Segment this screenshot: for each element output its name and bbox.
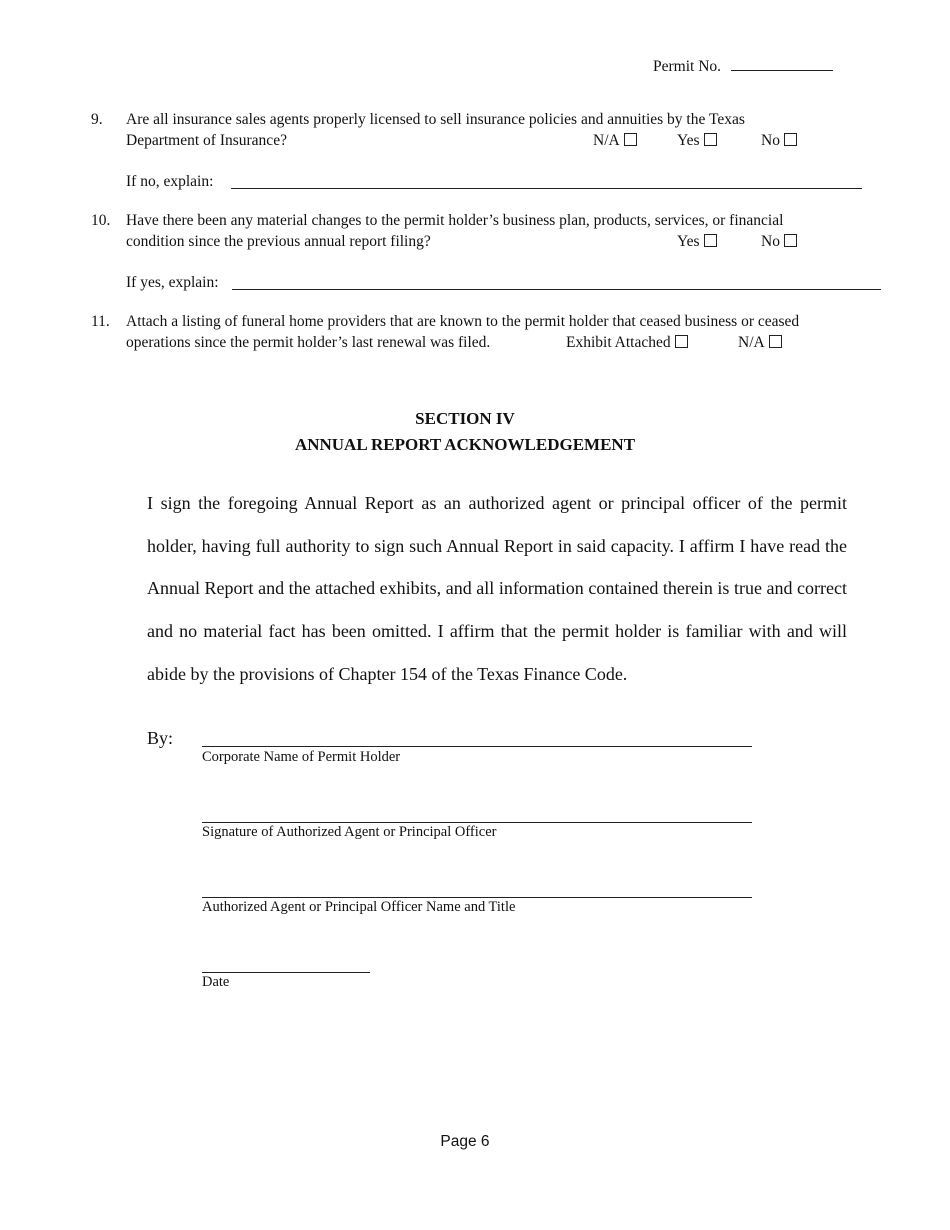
permit-number-row bbox=[653, 56, 833, 77]
corporate-name-line[interactable] bbox=[202, 746, 752, 747]
option-label: Yes bbox=[677, 132, 700, 149]
checkbox[interactable] bbox=[769, 335, 782, 348]
date-caption: Date bbox=[202, 974, 230, 990]
checkbox[interactable] bbox=[784, 133, 797, 146]
option-label: Yes bbox=[677, 233, 700, 250]
option-label: N/A bbox=[593, 132, 620, 149]
question-11-text-line1: Attach a listing of funeral home providers that are known to the permit holder that ceased business or ceased bbox=[126, 313, 800, 330]
section-title: SECTION IV bbox=[415, 409, 515, 428]
question-10-explain-label: If yes, explain: bbox=[126, 274, 219, 291]
officer-name-title-caption: Authorized Agent or Principal Officer Name and Title bbox=[202, 899, 516, 915]
question-9-text-line1: Are all insurance sales agents properly licensed to sell insurance policies and annuities by the Texas bbox=[126, 111, 745, 128]
corporate-name-caption: Corporate Name of Permit Holder bbox=[202, 749, 401, 765]
question-10-number: 10. bbox=[91, 212, 111, 229]
checkbox[interactable] bbox=[704, 133, 717, 146]
by-label: By: bbox=[147, 728, 174, 748]
question-11-text-line2: operations since the permit holder’s last renewal was filed. bbox=[126, 334, 491, 351]
checkbox[interactable] bbox=[704, 234, 717, 247]
question-11-option-exhibit-attached[interactable] bbox=[566, 332, 688, 353]
question-9-option-na[interactable] bbox=[593, 130, 637, 151]
page-number: Page 6 bbox=[440, 1133, 490, 1150]
question-11-option-na[interactable] bbox=[738, 332, 782, 353]
checkbox[interactable] bbox=[784, 234, 797, 247]
question-10-option-yes[interactable] bbox=[677, 231, 717, 252]
checkbox[interactable] bbox=[675, 335, 688, 348]
permit-number-label: Permit No. bbox=[653, 58, 722, 75]
question-10-option-no[interactable] bbox=[761, 231, 797, 252]
option-label: N/A bbox=[738, 334, 765, 351]
option-label: No bbox=[761, 132, 780, 149]
question-11-number: 11. bbox=[91, 313, 110, 330]
question-9-number: 9. bbox=[91, 111, 103, 128]
question-9-text-line2: Department of Insurance? bbox=[126, 132, 287, 149]
option-label: No bbox=[761, 233, 780, 250]
question-10-text-line2: condition since the previous annual report filing? bbox=[126, 233, 431, 250]
question-10-text-line1: Have there been any material changes to the permit holder’s business plan, products, services, or financial bbox=[126, 212, 784, 229]
acknowledgement-paragraph: I sign the foregoing Annual Report as an authorized agent or principal officer of the permit holder, having full authority to sign such Annual Report in said capacity. I affirm I have read the Annual Report and the attached exhibits, and all information contained therein is true and correct and no material fact has been omitted. I affirm that the permit holder is familiar with and will abide by the provisions of Chapter 154 of the Texas Finance Code. bbox=[147, 493, 847, 684]
question-9-option-yes[interactable] bbox=[677, 130, 717, 151]
signature-caption: Signature of Authorized Agent or Principal Officer bbox=[202, 824, 497, 840]
signature-line[interactable] bbox=[202, 822, 752, 823]
date-line[interactable] bbox=[202, 972, 370, 973]
option-label: Exhibit Attached bbox=[566, 334, 671, 351]
officer-name-title-line[interactable] bbox=[202, 897, 752, 898]
question-9-option-no[interactable] bbox=[761, 130, 797, 151]
checkbox[interactable] bbox=[624, 133, 637, 146]
section-subtitle: ANNUAL REPORT ACKNOWLEDGEMENT bbox=[294, 435, 636, 454]
question-9-explain-field[interactable] bbox=[231, 188, 862, 189]
permit-number-field[interactable] bbox=[731, 56, 833, 71]
question-10-explain-field[interactable] bbox=[232, 289, 881, 290]
question-9-explain-label: If no, explain: bbox=[126, 173, 214, 190]
